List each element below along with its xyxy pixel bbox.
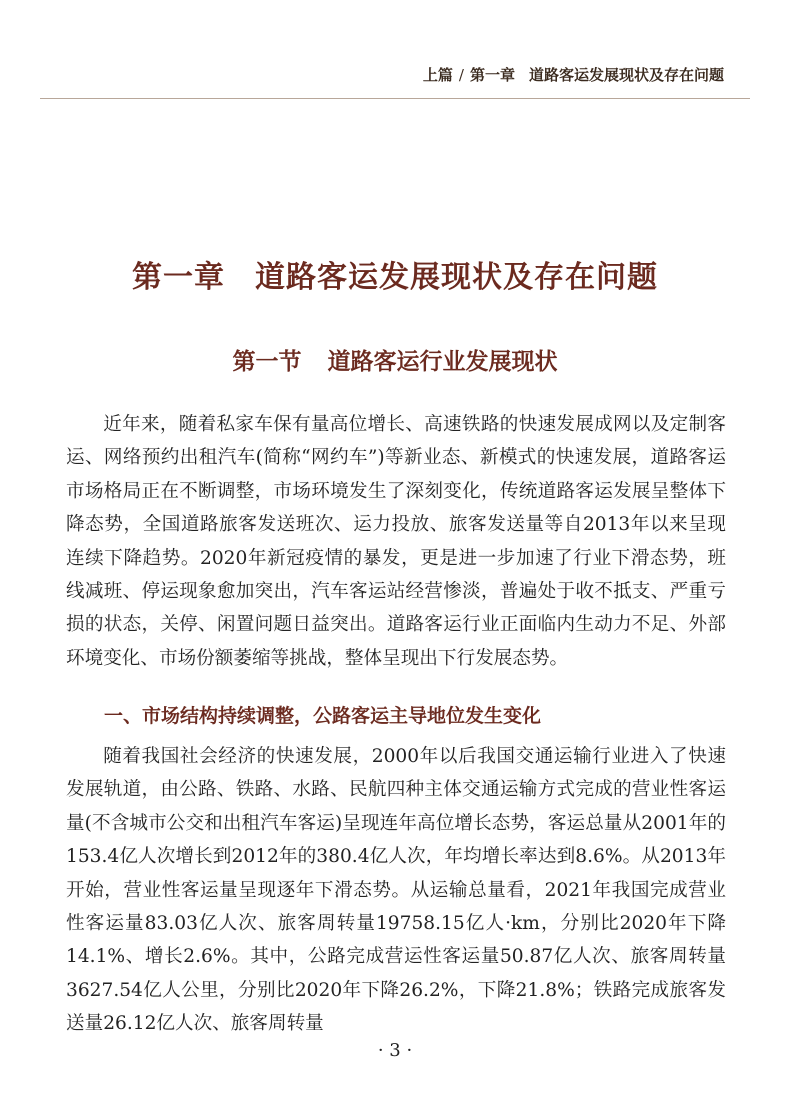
body-paragraph: 随着我国社会经济的快速发展，2000年以后我国交通运输行业进入了快速发展轨道，由公路、铁路、水路、民航四种主体交通运输方式完成的营业性客运量(不含城市公交和出租汽车客运)呈现连年高位增长态势，客运总量从2001年的153.4亿人次增长到2012年的380.4亿人次，年均增长率达到8.6%。从2013年开始，营业性客运量呈现逐年下滑态势。从运输总量看，2021年我国完成营业性客运量83.03亿人次、旅客周转量19758.15亿人·km，分别比2020年下降14.1%、增长2.6%。其中，公路完成营运性客运量50.87亿人次、旅客周转量3627.54亿人公里，分别比2020年下降26.2%，下降21.8%；铁路完成旅客发送量26.12亿人次、旅客周转量 <box>66 746 726 1035</box>
header-separator: / <box>458 66 464 84</box>
header-part: 上篇 <box>422 66 453 84</box>
page-number: · 3 · <box>377 1040 413 1061</box>
header-title: 道路客运发展现状及存在问题 <box>528 66 724 84</box>
subsection-title: 一、市场结构持续调整，公路客运主导地位发生变化 <box>104 705 542 727</box>
intro-paragraph: 近年来，随着私家车保有量高位增长、高速铁路的快速发展成网以及定制客运、网络预约出租汽车(简称“网约车”)等新业态、新模式的快速发展，道路客运市场格局正在不断调整，市场环境发生了深刻变化，传统道路客运发展呈整体下降态势，全国道路旅客发送班次、运力投放、旅客发送量等自2013年以来呈现连续下降趋势。2020年新冠疫情的暴发，更是进一步加速了行业下滑态势，班线减班、停运现象愈加突出，汽车客运站经营惨淡，普遍处于收不抵支、严重亏损的状态，关停、闲置问题日益突出。道路客运行业正面临内生动力不足、外部环境变化、市场份额萎缩等挑战，整体呈现出下行发展态势。 <box>66 414 726 669</box>
running-header <box>423 64 724 85</box>
chapter-title-text: 道路客运发展现状及存在问题 <box>255 260 658 295</box>
chapter-number: 第一章 <box>132 260 225 295</box>
header-rule <box>40 98 750 99</box>
chapter-title <box>0 252 790 296</box>
section-title <box>0 343 790 376</box>
header-chapter: 第一章 <box>469 66 515 84</box>
section-number: 第一节 <box>232 348 302 375</box>
section-title-text: 道路客运行业发展现状 <box>327 348 558 375</box>
